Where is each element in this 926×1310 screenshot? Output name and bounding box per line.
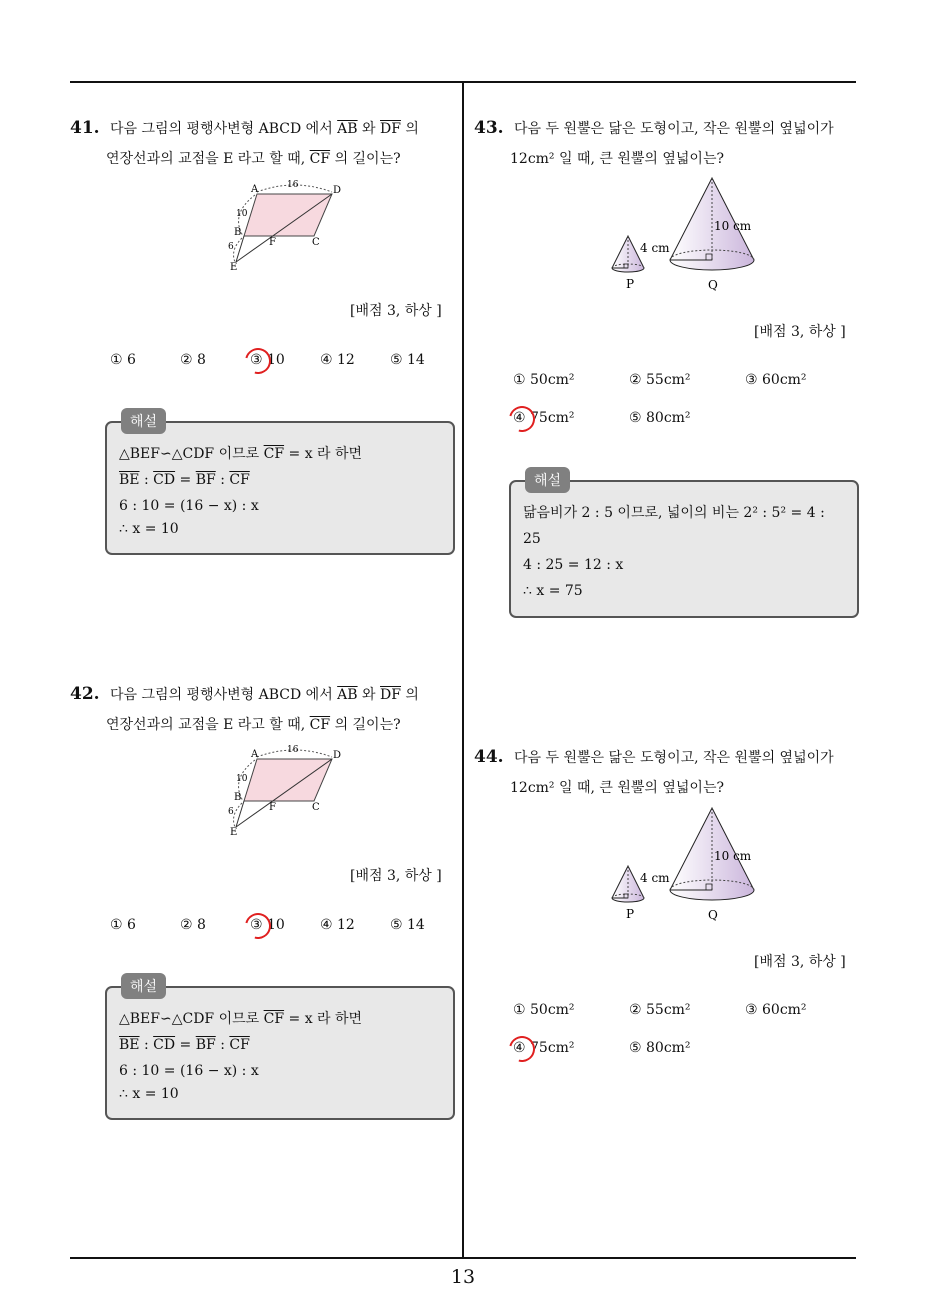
page-number: 13	[450, 1266, 476, 1288]
solution-line-4: ∴ x = 75	[523, 583, 583, 599]
solution-tag: 해설	[121, 973, 166, 999]
choice-3[interactable]: ③ 60cm²	[745, 372, 807, 388]
solution-line-2: $\overline{BE}$ : $\overline{CD} = \overline{BF}$ : $\overline{CF}$	[119, 472, 250, 488]
solution-line-3: 4 : 25 = 12 : x	[523, 557, 624, 573]
label-16: 16	[287, 745, 299, 755]
cones-figure	[600, 172, 770, 294]
solution-box	[105, 414, 455, 555]
problem-41	[70, 113, 419, 174]
question-text-2: 12cm² 일 때, 큰 원뿔의 옆넓이는?	[510, 151, 724, 167]
label-E: E	[230, 827, 238, 838]
choice-5[interactable]: ⑤ 80cm²	[629, 410, 691, 426]
problem-number: 43.	[474, 118, 504, 138]
score-label: [배점 3, 하상 ]	[350, 303, 442, 319]
label-B: B	[234, 792, 242, 803]
question-text-2: 연장선과의 교점을 E 라고 할 때, $\overline{CF}$ 의 길이는?	[106, 151, 401, 167]
solution-box	[105, 979, 455, 1120]
problem-number: 42.	[70, 684, 100, 704]
choice-3[interactable]: ③ 60cm²	[745, 1002, 807, 1018]
label-C: C	[312, 237, 320, 248]
problem-43	[474, 113, 834, 174]
solution-line-1: 닮음비가 2 : 5 이므로, 넓이의 비는 2² : 5² = 4 :	[523, 505, 825, 521]
choice-2[interactable]: ② 8	[180, 352, 206, 368]
label-4cm: 4 cm	[640, 241, 670, 255]
label-Q: Q	[708, 278, 718, 292]
solution-line-1: △BEF∽△CDF 이므로 $\overline{CF} = x$ 라 하면	[119, 446, 363, 462]
label-E: E	[230, 262, 238, 273]
label-F: F	[269, 237, 276, 248]
solution-tag: 해설	[121, 408, 166, 434]
label-A: A	[251, 184, 259, 195]
label-D: D	[333, 185, 342, 196]
question-text: 42. 다음 그림의 평행사변형 ABCD 에서 $\overline{AB}$ 와 $\overline{DF}$ 의	[70, 684, 419, 704]
label-C: C	[312, 802, 320, 813]
label-10cm: 10 cm	[714, 849, 752, 863]
choice-3[interactable]: ③ 10	[250, 352, 285, 368]
solution-line-3: 6 : 10 = (16 − x) : x	[119, 1063, 259, 1079]
score-label: [배점 3, 하상 ]	[350, 868, 442, 884]
label-16: 16	[287, 180, 299, 190]
choice-1[interactable]: ① 50cm²	[513, 372, 575, 388]
choice-4[interactable]: ④ 75cm²	[513, 410, 575, 426]
question-text-2: 12cm² 일 때, 큰 원뿔의 옆넓이는?	[510, 780, 724, 796]
choice-2[interactable]: ② 55cm²	[629, 372, 691, 388]
solution-line-4: ∴ x = 10	[119, 521, 179, 537]
choice-3[interactable]: ③ 10	[250, 917, 285, 933]
solution-line-4: ∴ x = 10	[119, 1086, 179, 1102]
parallelogram-figure	[222, 178, 348, 274]
solution-line-1: △BEF∽△CDF 이므로 $\overline{CF} = x$ 라 하면	[119, 1011, 363, 1027]
answer-mark-circle	[240, 343, 276, 379]
solution-line-2: $\overline{BE}$ : $\overline{CD} = \overline{BF}$ : $\overline{CF}$	[119, 1037, 250, 1053]
problem-42	[70, 679, 419, 740]
label-F: F	[269, 802, 276, 813]
label-10: 10	[236, 209, 248, 219]
question-text: 44. 다음 두 원뿔은 닮은 도형이고, 작은 원뿔의 옆넓이가	[474, 747, 834, 767]
solution-line-2: 25	[523, 531, 541, 547]
choice-1[interactable]: ① 6	[110, 352, 136, 368]
choice-5[interactable]: ⑤ 80cm²	[629, 1040, 691, 1056]
choice-5[interactable]: ⑤ 14	[390, 352, 425, 368]
column-divider	[462, 83, 464, 1258]
choice-1[interactable]: ① 6	[110, 917, 136, 933]
label-10: 10	[236, 774, 248, 784]
choice-4[interactable]: ④ 12	[320, 917, 355, 933]
question-text: 41. 다음 그림의 평행사변형 ABCD 에서 $\overline{AB}$ 와 $\overline{DF}$ 의	[70, 118, 419, 138]
label-4cm: 4 cm	[640, 871, 670, 885]
label-10cm: 10 cm	[714, 219, 752, 233]
choice-2[interactable]: ② 55cm²	[629, 1002, 691, 1018]
score-label: [배점 3, 하상 ]	[754, 954, 846, 970]
label-D: D	[333, 750, 342, 761]
label-A: A	[251, 749, 259, 760]
cones-figure	[600, 802, 770, 924]
problem-number: 41.	[70, 118, 100, 138]
choice-4[interactable]: ④ 75cm²	[513, 1040, 575, 1056]
parallelogram-figure	[222, 743, 348, 839]
problem-44	[474, 742, 834, 803]
label-6: 6	[228, 807, 234, 817]
label-P: P	[626, 277, 635, 291]
label-P: P	[626, 907, 635, 921]
label-6: 6	[228, 242, 234, 252]
question-text: 43. 다음 두 원뿔은 닮은 도형이고, 작은 원뿔의 옆넓이가	[474, 118, 834, 138]
answer-choices	[513, 1002, 853, 1062]
question-text-2: 연장선과의 교점을 E 라고 할 때, $\overline{CF}$ 의 길이는?	[106, 717, 401, 733]
solution-box	[509, 473, 859, 618]
problem-number: 44.	[474, 747, 504, 767]
choice-4[interactable]: ④ 12	[320, 352, 355, 368]
solution-tag: 해설	[525, 467, 570, 493]
solution-line-3: 6 : 10 = (16 − x) : x	[119, 498, 259, 514]
answer-mark-circle	[240, 908, 276, 944]
choice-2[interactable]: ② 8	[180, 917, 206, 933]
choice-5[interactable]: ⑤ 14	[390, 917, 425, 933]
label-Q: Q	[708, 908, 718, 922]
answer-choices	[513, 372, 853, 432]
choice-1[interactable]: ① 50cm²	[513, 1002, 575, 1018]
score-label: [배점 3, 하상 ]	[754, 324, 846, 340]
bottom-rule	[70, 1257, 856, 1259]
label-B: B	[234, 227, 242, 238]
